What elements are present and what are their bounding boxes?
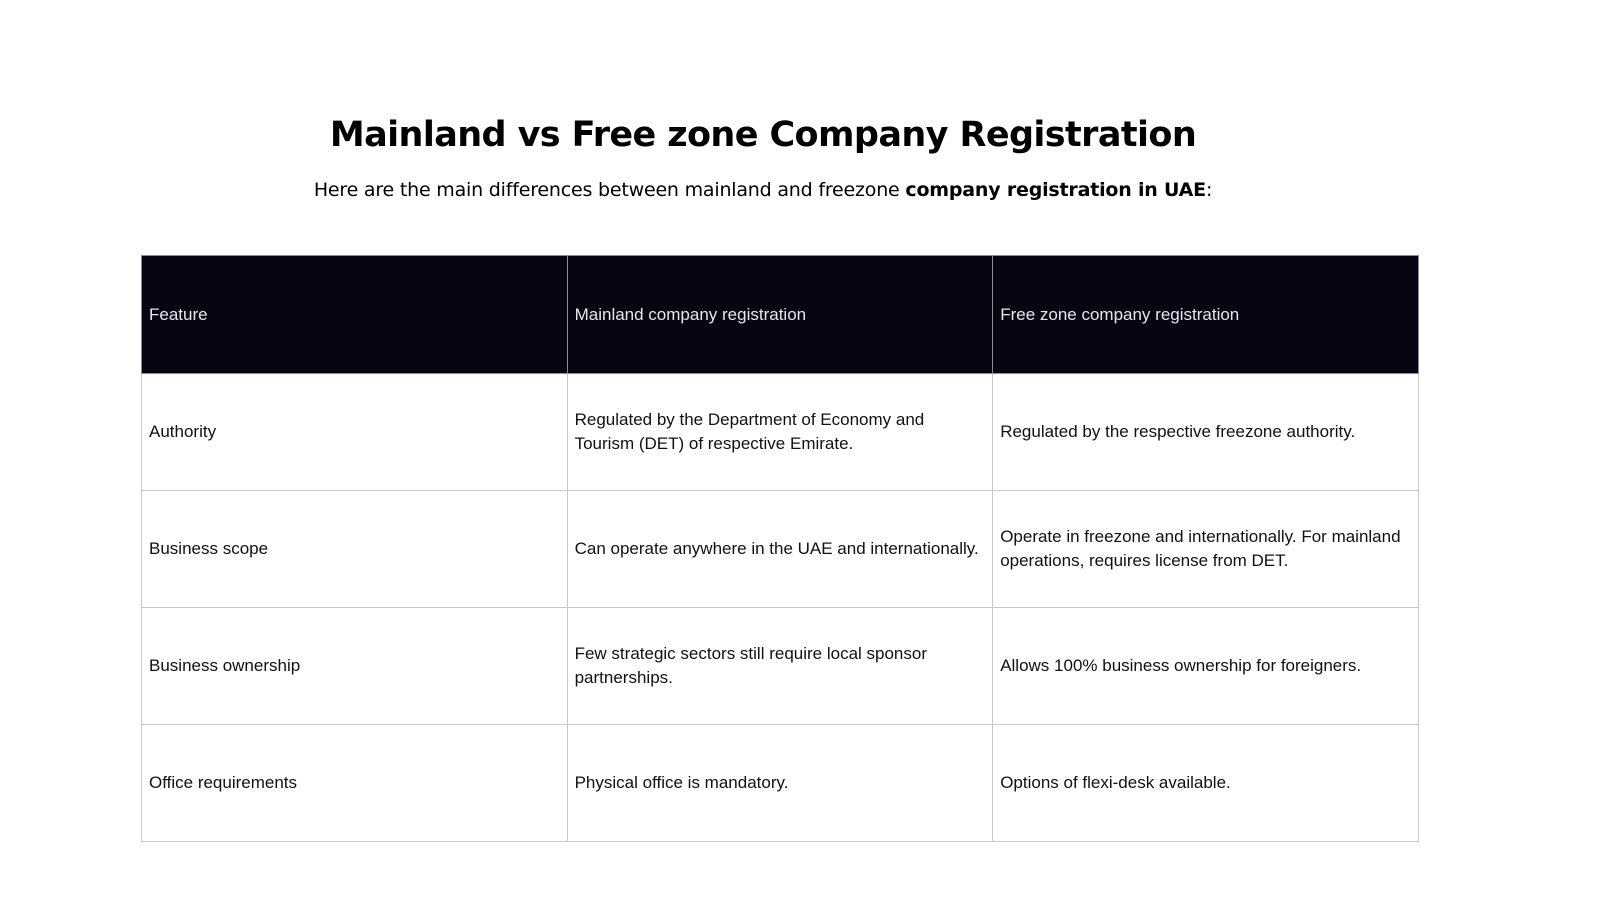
subtitle-link-text: company registration in UAE (905, 179, 1206, 201)
table-row (142, 608, 1419, 725)
subtitle-end: : (1205, 179, 1213, 201)
cell-mainland: Regulated by the Department of Economy and Tourism (DET) of respective Emirate. (567, 374, 993, 491)
column-header-mainland: Mainland company registration (567, 256, 993, 374)
table-header-row (142, 256, 1419, 374)
cell-mainland: Physical office is mandatory. (567, 725, 993, 842)
cell-feature: Authority (142, 374, 568, 491)
cell-freezone: Regulated by the respective freezone authority. (993, 374, 1419, 491)
table-row (142, 374, 1419, 491)
cell-mainland: Few strategic sectors still require local sponsor partnerships. (567, 608, 993, 725)
cell-freezone: Allows 100% business ownership for foreigners. (993, 608, 1419, 725)
cell-feature: Business scope (142, 491, 568, 608)
subtitle-text: Here are the main differences between mainland and freezone (313, 179, 906, 201)
cell-feature: Office requirements (142, 725, 568, 842)
table-row (142, 725, 1419, 842)
cell-freezone: Operate in freezone and internationally. For mainland operations, requires license from DET. (993, 491, 1419, 608)
table-row (142, 491, 1419, 608)
page-subtitle (0, 177, 1526, 203)
cell-feature: Business ownership (142, 608, 568, 725)
cell-mainland: Can operate anywhere in the UAE and internationally. (567, 491, 993, 608)
cell-freezone: Options of flexi-desk available. (993, 725, 1419, 842)
column-header-freezone: Free zone company registration (993, 256, 1419, 374)
column-header-feature: Feature (142, 256, 568, 374)
comparison-table (141, 255, 1419, 842)
page-title: Mainland vs Free zone Company Registration (329, 115, 1197, 155)
